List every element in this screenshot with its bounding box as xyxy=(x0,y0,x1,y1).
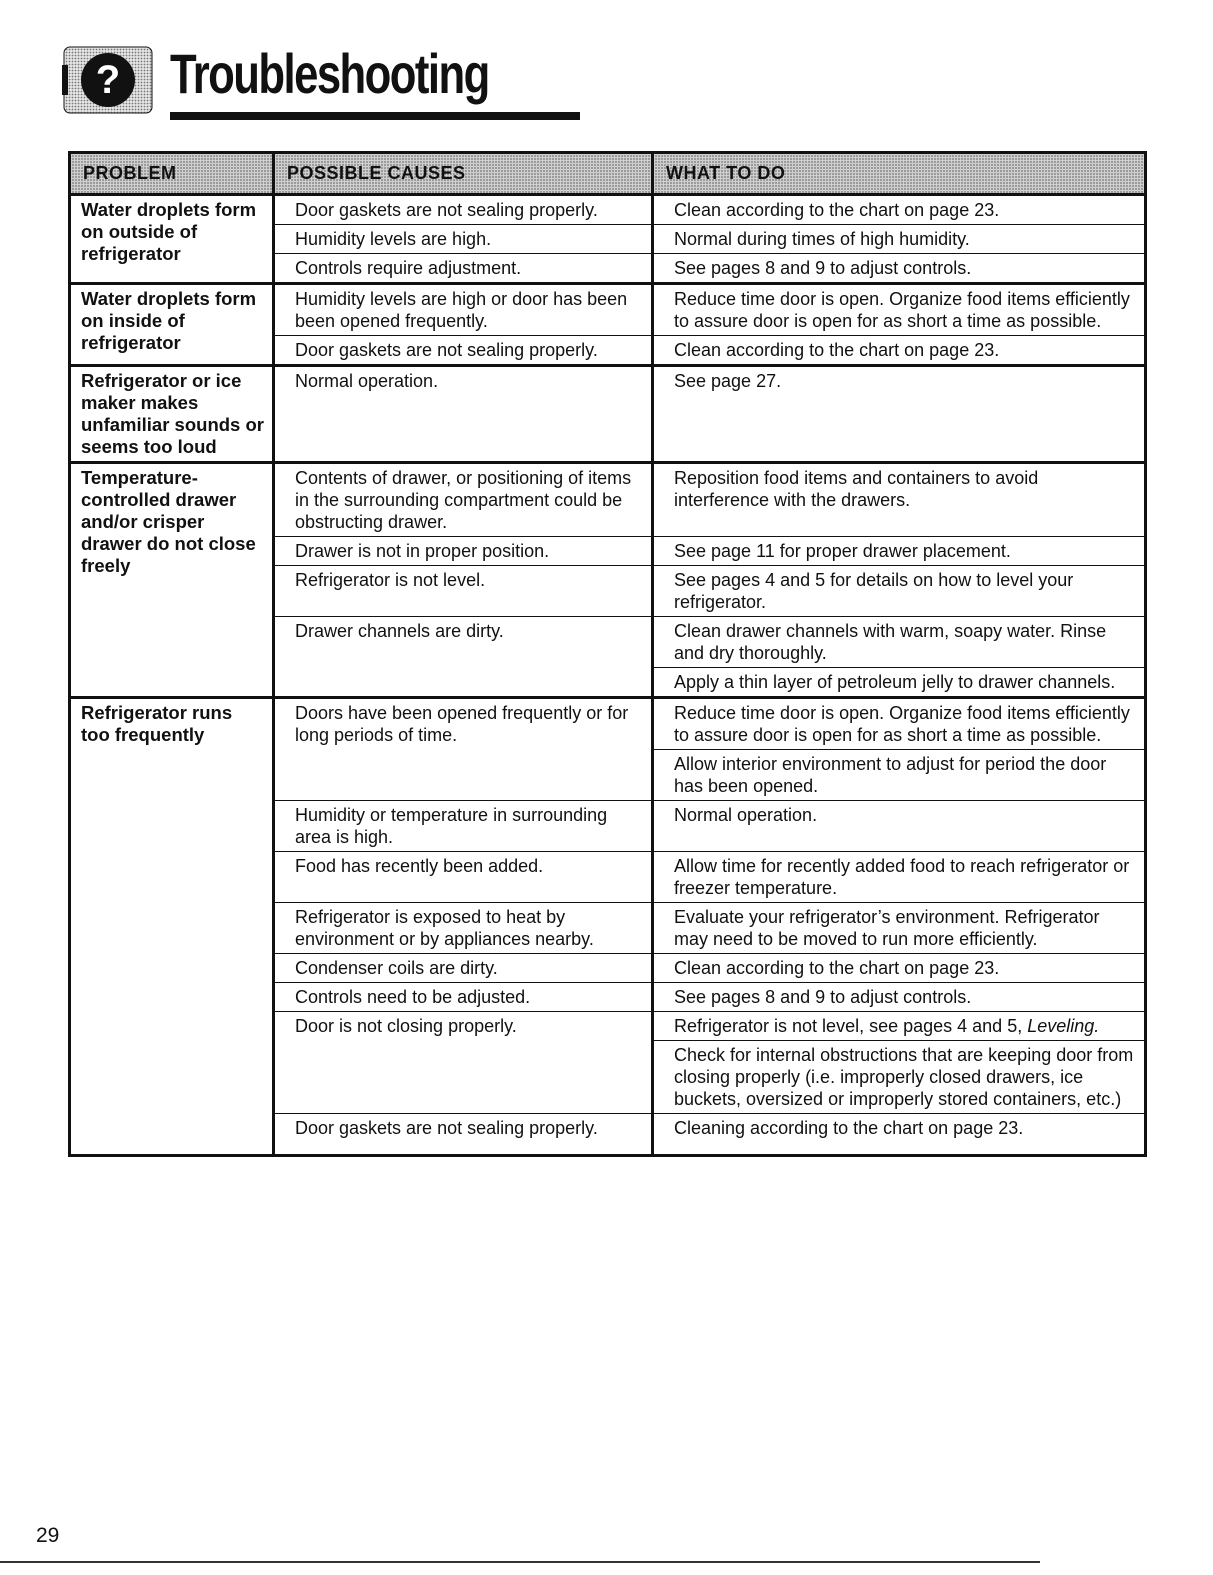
action-text: Refrigerator is not level, see pages 4 and 5, xyxy=(674,1016,1028,1036)
action-cell: Cleaning according to the chart on page 23. xyxy=(653,1114,1146,1156)
leveling-reference: Leveling. xyxy=(1027,1016,1100,1036)
page-number: 29 xyxy=(36,1524,60,1547)
cause-cell: Door is not closing properly. xyxy=(274,1012,653,1114)
action-cell: Clean according to the chart on page 23. xyxy=(653,336,1146,366)
title-underline xyxy=(170,112,580,120)
cause-cell: Food has recently been added. xyxy=(274,852,653,903)
action-cell xyxy=(653,1012,1146,1041)
action-cell: Clean according to the chart on page 23. xyxy=(653,195,1146,225)
page-title: Troubleshooting xyxy=(170,42,489,105)
cause-cell: Doors have been opened frequently or for long periods of time. xyxy=(274,698,653,801)
cause-cell: Controls require adjustment. xyxy=(274,254,653,284)
action-cell: Clean according to the chart on page 23. xyxy=(653,954,1146,983)
cause-cell: Humidity levels are high. xyxy=(274,225,653,254)
cause-cell: Humidity levels are high or door has been been opened frequently. xyxy=(274,284,653,336)
cause-cell: Door gaskets are not sealing properly. xyxy=(274,195,653,225)
footer-rule xyxy=(0,1561,1040,1563)
cause-cell: Door gaskets are not sealing properly. xyxy=(274,1114,653,1156)
table-header-row xyxy=(70,153,1146,195)
problem-cell: Water droplets form on inside of refrigerator xyxy=(70,284,274,366)
action-cell: Allow time for recently added food to reach refrigerator or freezer temperature. xyxy=(653,852,1146,903)
cause-cell: Contents of drawer, or positioning of items in the surrounding compartment could be obstructing drawer. xyxy=(274,463,653,537)
column-header-causes: POSSIBLE CAUSES xyxy=(274,153,653,195)
action-cell: See pages 8 and 9 to adjust controls. xyxy=(653,254,1146,284)
cause-cell: Normal operation. xyxy=(274,366,653,463)
action-cell: Check for internal obstructions that are keeping door from closing properly (i.e. improperly closed drawers, ice buckets, oversized or improperly stored containers, etc.) xyxy=(653,1041,1146,1114)
action-cell: Clean drawer channels with warm, soapy water. Rinse and dry thoroughly. xyxy=(653,617,1146,668)
cause-cell: Refrigerator is exposed to heat by environment or by appliances nearby. xyxy=(274,903,653,954)
problem-cell: Water droplets form on outside of refrigerator xyxy=(70,195,274,284)
problem-cell: Refrigerator runs too frequently xyxy=(70,698,274,1156)
action-cell: See pages 4 and 5 for details on how to level your refrigerator. xyxy=(653,566,1146,617)
action-cell: See pages 8 and 9 to adjust controls. xyxy=(653,983,1146,1012)
cause-cell: Condenser coils are dirty. xyxy=(274,954,653,983)
svg-text:?: ? xyxy=(95,58,121,102)
cause-cell: Door gaskets are not sealing properly. xyxy=(274,336,653,366)
action-cell: Apply a thin layer of petroleum jelly to drawer channels. xyxy=(653,668,1146,698)
table-row xyxy=(70,284,1146,336)
action-cell: Reduce time door is open. Organize food items efficiently to assure door is open for as short a time as possible. xyxy=(653,698,1146,750)
problem-cell: Temperature-controlled drawer and/or crisper drawer do not close freely xyxy=(70,463,274,698)
action-cell: Allow interior environment to adjust for period the door has been opened. xyxy=(653,750,1146,801)
problem-cell: Refrigerator or ice maker makes unfamiliar sounds or seems too loud xyxy=(70,366,274,463)
action-cell: Evaluate your refrigerator’s environment. Refrigerator may need to be moved to run more efficiently. xyxy=(653,903,1146,954)
action-cell: See page 11 for proper drawer placement. xyxy=(653,537,1146,566)
action-cell: See page 27. xyxy=(653,366,1146,463)
action-cell: Normal during times of high humidity. xyxy=(653,225,1146,254)
column-header-problem: PROBLEM xyxy=(70,153,274,195)
table-row xyxy=(70,463,1146,537)
page-header xyxy=(62,40,532,120)
question-mark-icon xyxy=(62,45,154,115)
table-row xyxy=(70,366,1146,463)
cause-cell: Humidity or temperature in surrounding area is high. xyxy=(274,801,653,852)
action-cell: Reduce time door is open. Organize food items efficiently to assure door is open for as short a time as possible. xyxy=(653,284,1146,336)
cause-cell: Drawer channels are dirty. xyxy=(274,617,653,698)
troubleshooting-table xyxy=(68,151,1147,1157)
action-cell: Normal operation. xyxy=(653,801,1146,852)
action-cell: Reposition food items and containers to avoid interference with the drawers. xyxy=(653,463,1146,537)
cause-cell: Drawer is not in proper position. xyxy=(274,537,653,566)
cause-cell: Controls need to be adjusted. xyxy=(274,983,653,1012)
cause-cell: Refrigerator is not level. xyxy=(274,566,653,617)
column-header-actions: WHAT TO DO xyxy=(653,153,1146,195)
table-row xyxy=(70,698,1146,750)
table-row xyxy=(70,195,1146,225)
